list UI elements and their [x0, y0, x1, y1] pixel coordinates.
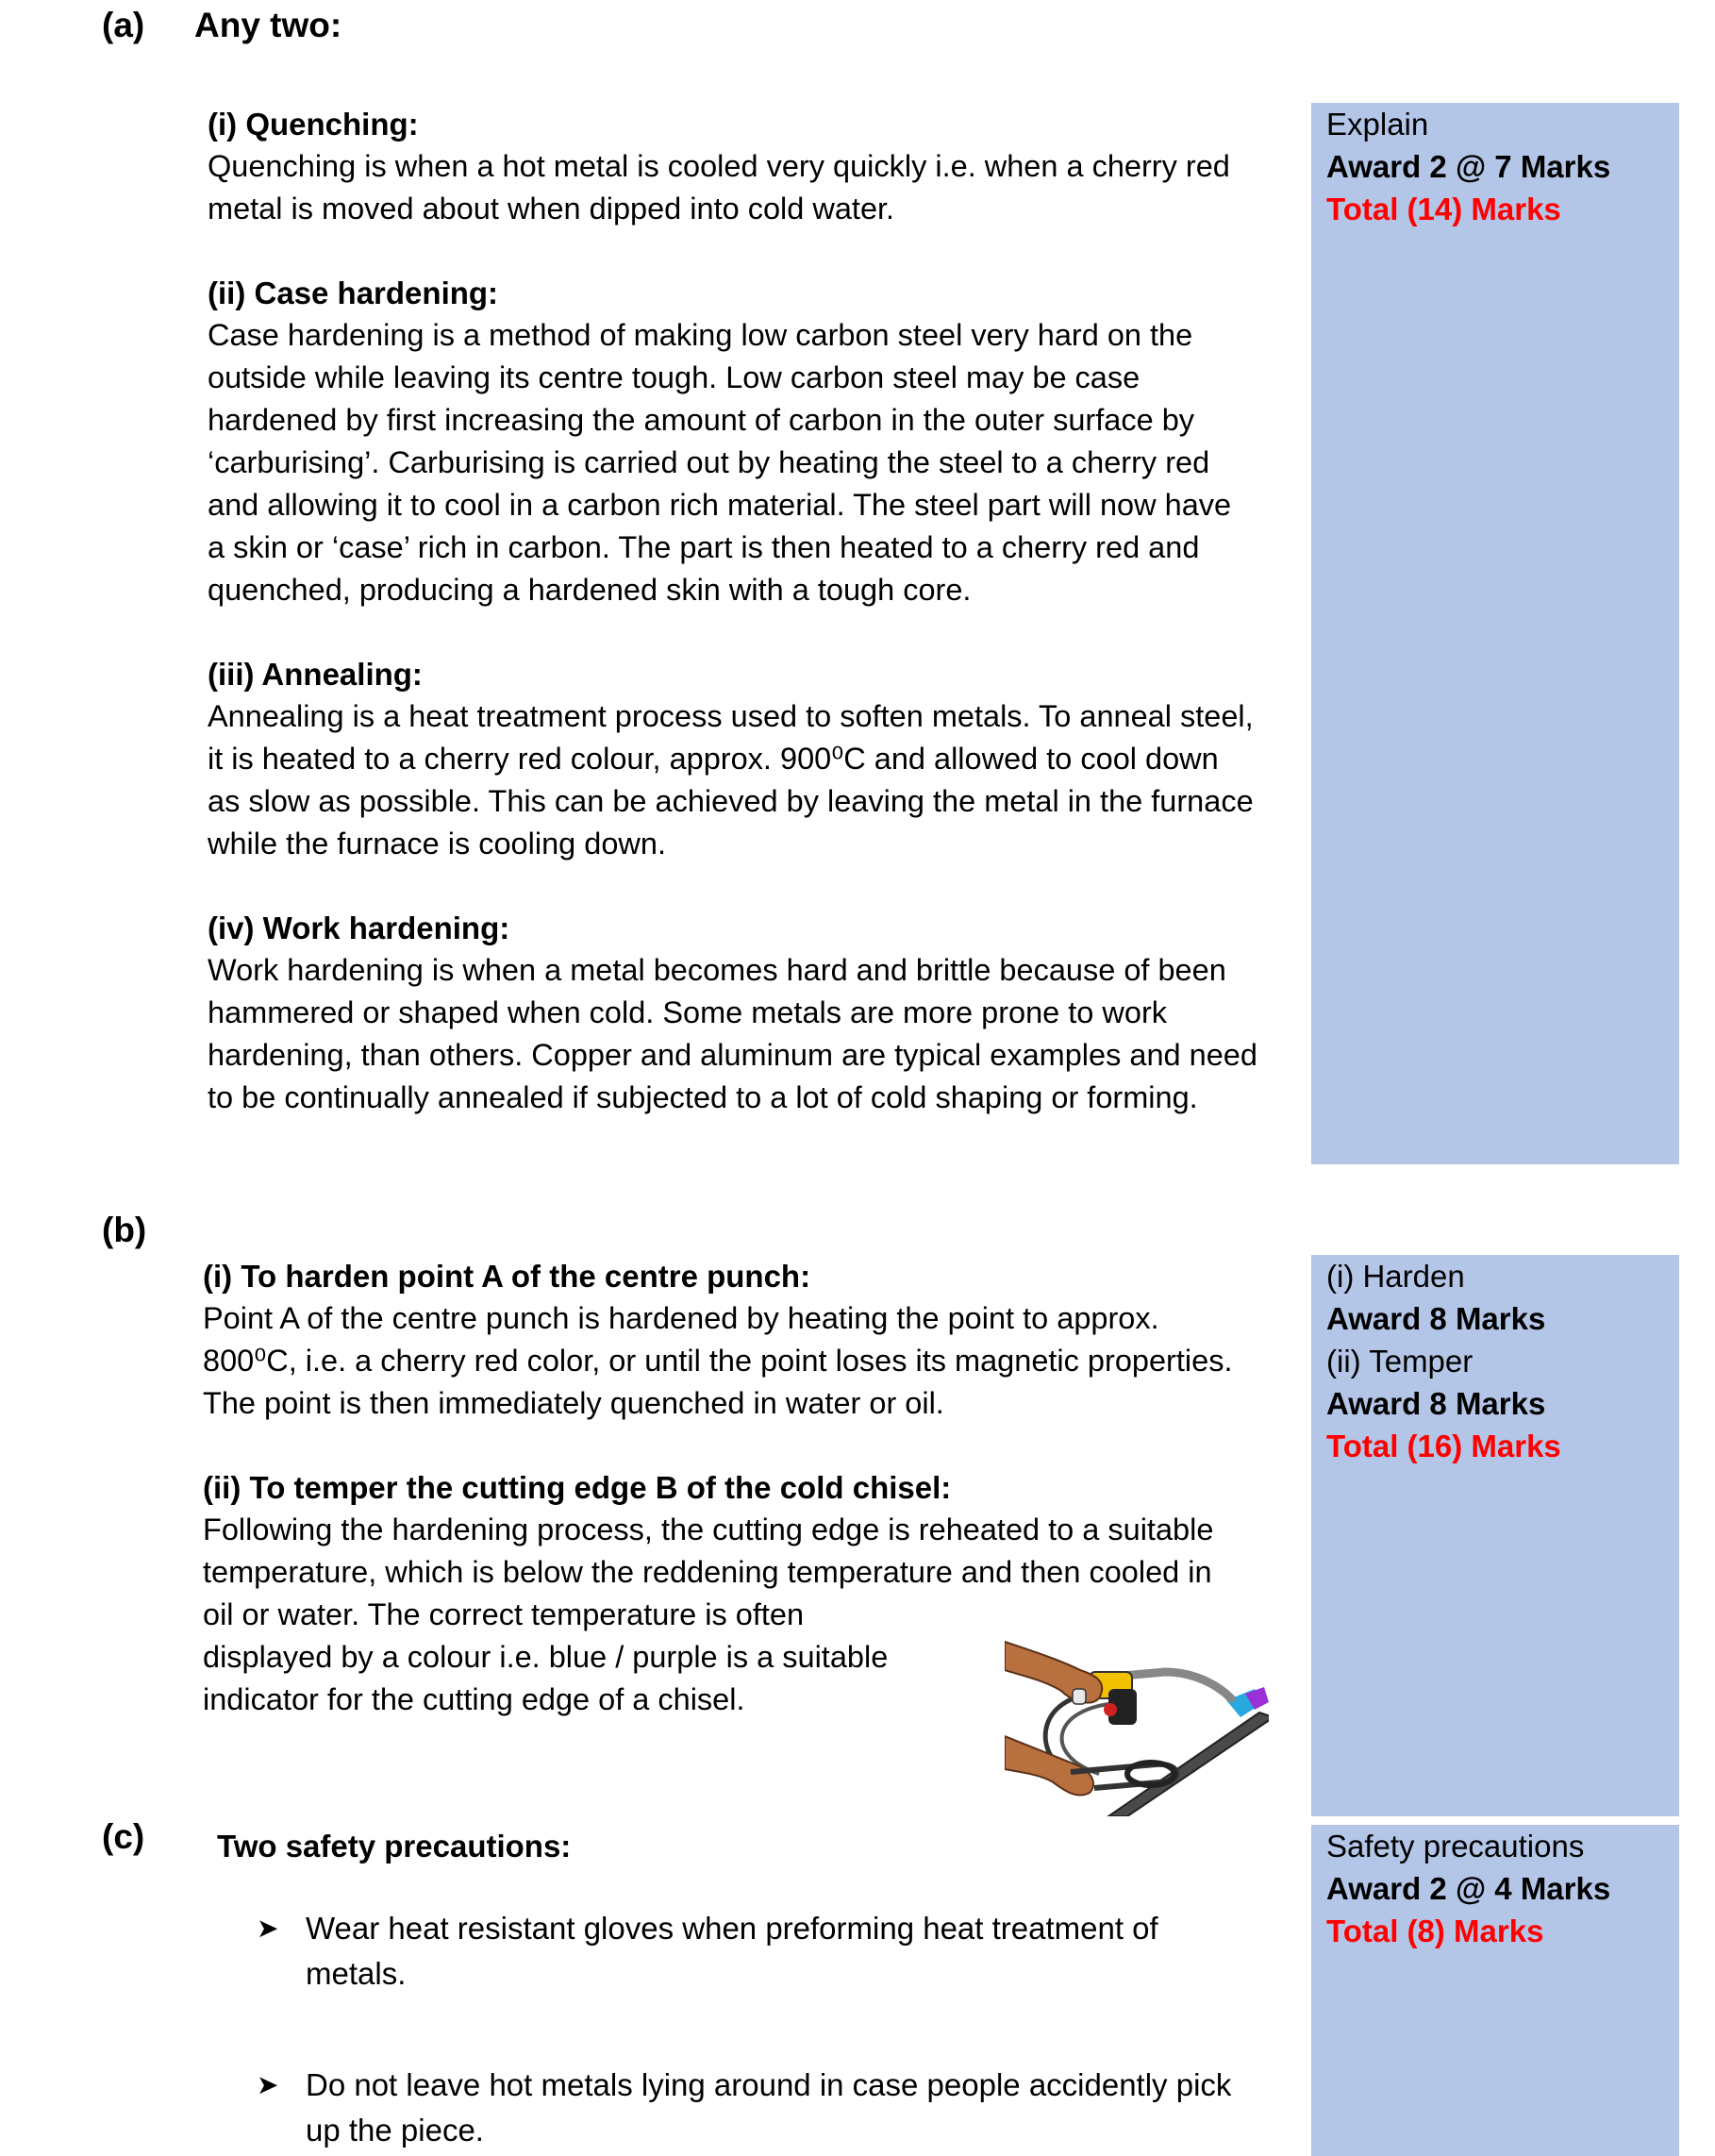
section-b-marks-harden-award: Award 8 Marks — [1326, 1301, 1546, 1336]
section-c-label: (c) — [102, 1817, 145, 1856]
section-a-marks-label: Explain — [1326, 107, 1429, 142]
case-hardening-text: Case hardening is a method of making low carbon steel very hard on the outside while leaving its centre tough. Low carbon steel may be case hardened by first increasing the amount of carbon in the outer surface by ‘carburising’. Carburising is carried out by heating the steel to a cherry red and allowing it to cool in a carbon rich material. The steel part will now have a skin or ‘case’ rich in carbon. The part is then heated to a cherry red and quenched, producing a hardened skin with a tough core. — [208, 318, 1232, 607]
section-b-marks-harden: (i) Harden — [1326, 1259, 1465, 1294]
section-a-marks-box — [1311, 103, 1679, 1164]
section-b-marks-temper-award: Award 8 Marks — [1326, 1386, 1546, 1421]
section-a-content — [208, 103, 1292, 1119]
temper-heading: (ii) To temper the cutting edge B of the cold chisel: — [203, 1470, 952, 1505]
section-b-marks-total: Total (16) Marks — [1326, 1429, 1561, 1463]
work-hardening-heading: (iv) Work hardening: — [208, 911, 510, 945]
annealing-text: Annealing is a heat treatment process used to soften metals. To anneal steel, it is heated to a cherry red colour, approx. 900⁰C and allowed to cool down as slow as possible. This can be achieved by leaving the metal in the furnace while the furnace is cooling down. — [208, 699, 1254, 861]
annealing-heading: (iii) Annealing: — [208, 657, 423, 692]
work-hardening-text: Work hardening is when a metal becomes hard and brittle because of been hammered or shaped when cold. Some metals are more prone to work hardening, than others. Copper and aluminum are typical examples and need to be continually annealed if subjected to a lot of cold shaping or forming. — [208, 953, 1257, 1114]
arrow-bullet-icon: ➤ — [257, 2070, 279, 2099]
list-item — [257, 2063, 1275, 2153]
section-b-label: (b) — [102, 1211, 147, 1249]
quenching-heading: (i) Quenching: — [208, 107, 419, 142]
section-b-marks-box — [1311, 1255, 1679, 1816]
quenching-text: Quenching is when a hot metal is cooled very quickly i.e. when a cherry red metal is moved about when dipped into cold water. — [208, 149, 1230, 226]
safety-precaution-1: Wear heat resistant gloves when preforming heat treatment of metals. — [306, 1911, 1158, 1991]
section-b-marks-temper: (ii) Temper — [1326, 1344, 1474, 1379]
section-c-marks-total: Total (8) Marks — [1326, 1914, 1544, 1948]
section-c-marks-award: Award 2 @ 4 Marks — [1326, 1871, 1611, 1906]
harden-heading: (i) To harden point A of the centre punch: — [203, 1259, 811, 1294]
arrow-bullet-icon: ➤ — [257, 1914, 279, 1943]
section-c-marks-label: Safety precautions — [1326, 1829, 1585, 1864]
section-a-marks-award: Award 2 @ 7 Marks — [1326, 149, 1611, 184]
section-a-label: (a) — [102, 6, 145, 44]
section-c-title: Two safety precautions: — [217, 1829, 572, 1864]
case-hardening-heading: (ii) Case hardening: — [208, 276, 499, 310]
temper-text: Following the hardening process, the cutting edge is reheated to a suitable temperature, which is below the reddening temperature and then cooled in oil or water. The correct temperature is often displayed by a colour i.e. blue / purple is a suitable indicator for the cutting edge of a chisel. — [203, 1513, 1214, 1716]
section-c-marks-box — [1311, 1825, 1679, 2156]
section-a-marks-total: Total (14) Marks — [1326, 192, 1561, 226]
torch-tempering-illustration — [1005, 1623, 1269, 1816]
section-a-title: Any two: — [194, 6, 342, 44]
safety-precaution-2: Do not leave hot metals lying around in case people accidently pick up the piece. — [306, 2067, 1232, 2148]
harden-text: Point A of the centre punch is hardened by heating the point to approx. 800⁰C, i.e. a cherry red color, or until the point loses its magnetic properties. The point is then immediately quenched in water or oil. — [203, 1301, 1233, 1420]
list-item — [257, 1906, 1275, 1997]
